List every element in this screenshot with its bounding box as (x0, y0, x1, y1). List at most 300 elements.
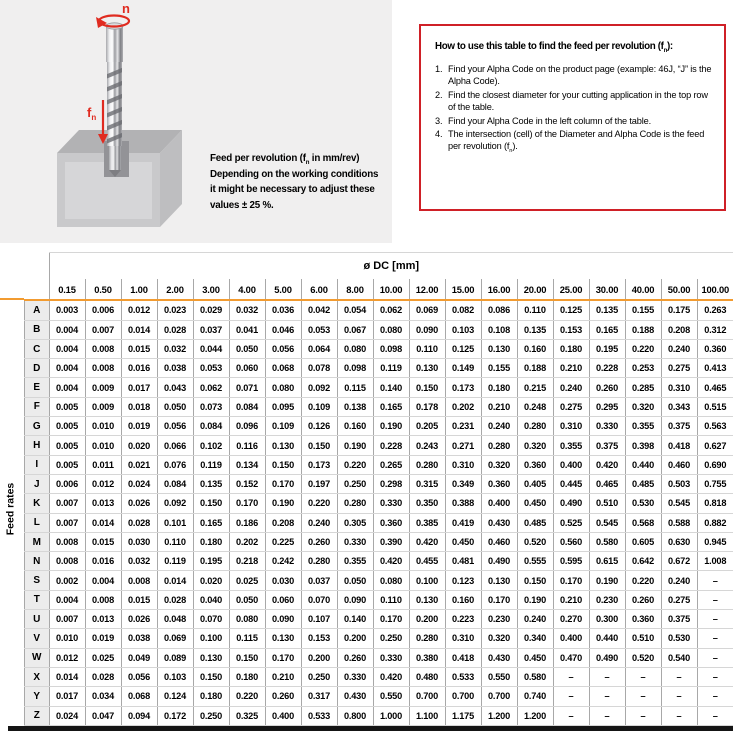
feed-value-cell: 0.265 (373, 455, 409, 474)
feed-value-cell: 0.020 (193, 571, 229, 590)
feed-value-cell: 0.260 (589, 378, 625, 397)
feed-value-cell: 0.349 (445, 474, 481, 493)
table-row (25, 532, 733, 551)
alpha-code-cell: E (25, 378, 50, 397)
drill-shank (106, 26, 123, 62)
feed-value-cell: 0.430 (337, 687, 373, 706)
feed-value-cell: – (661, 687, 697, 706)
drill-illustration (0, 0, 200, 243)
feed-value-cell: 0.440 (589, 629, 625, 648)
feed-value-cell: 0.330 (589, 417, 625, 436)
feed-value-cell: 0.019 (121, 417, 157, 436)
alpha-code-cell: J (25, 474, 50, 493)
feed-value-cell: 0.123 (445, 571, 481, 590)
feed-value-cell: – (697, 648, 733, 667)
feed-value-cell: 0.026 (121, 610, 157, 629)
feed-value-cell: 0.028 (85, 667, 121, 686)
table-row (25, 629, 733, 648)
feed-value-cell: 0.305 (337, 513, 373, 532)
feed-value-cell: 0.280 (481, 436, 517, 455)
feed-value-cell: 0.490 (481, 552, 517, 571)
feed-value-cell: 0.275 (553, 397, 589, 416)
feed-value-cell: 0.400 (481, 494, 517, 513)
feed-value-cell: 0.355 (553, 436, 589, 455)
alpha-code-cell: F (25, 397, 50, 416)
feed-value-cell: 0.021 (121, 455, 157, 474)
feed-value-cell: 0.015 (121, 590, 157, 609)
feed-value-cell: 0.188 (517, 359, 553, 378)
feed-value-cell: 0.024 (121, 474, 157, 493)
col-header: 40.00 (625, 279, 661, 300)
feed-value-cell: 0.007 (49, 494, 85, 513)
feed-value-cell: 0.026 (121, 494, 157, 513)
feed-value-cell: 0.076 (157, 455, 193, 474)
feed-value-cell: 0.078 (301, 359, 337, 378)
feed-value-cell: 0.130 (193, 648, 229, 667)
feed-value-cell: 0.240 (661, 571, 697, 590)
feed-value-cell: 0.086 (481, 300, 517, 320)
alpha-code-cell: N (25, 552, 50, 571)
feed-value-cell: 0.165 (589, 320, 625, 339)
feed-value-cell: 0.029 (193, 300, 229, 320)
feed-value-cell: 0.398 (625, 436, 661, 455)
feed-value-cell: 0.340 (517, 629, 553, 648)
feed-value-cell: 0.092 (157, 494, 193, 513)
feed-value-cell: 0.418 (445, 648, 481, 667)
feed-value-cell: 0.056 (265, 339, 301, 358)
feed-value-cell: 0.360 (373, 513, 409, 532)
howto-item (435, 115, 716, 127)
feed-table (0, 252, 733, 731)
table-row (25, 706, 733, 725)
feed-value-cell: 0.218 (229, 552, 265, 571)
feed-value-cell: – (697, 667, 733, 686)
feed-value-cell: 0.053 (193, 359, 229, 378)
feed-value-cell: 0.280 (301, 552, 337, 571)
feed-value-cell: 0.190 (265, 494, 301, 513)
alpha-code-cell: H (25, 436, 50, 455)
alpha-code-cell: X (25, 667, 50, 686)
feed-value-cell: 0.240 (481, 417, 517, 436)
feed-value-cell: 0.017 (49, 687, 85, 706)
feed-value-cell: 0.119 (193, 455, 229, 474)
feed-value-cell: 0.260 (337, 648, 373, 667)
feed-value-cell: 0.125 (445, 339, 481, 358)
col-header: 50.00 (661, 279, 697, 300)
feed-value-cell: 0.124 (157, 687, 193, 706)
feed-value-cell: 0.260 (265, 687, 301, 706)
alpha-code-cell: L (25, 513, 50, 532)
col-header: 10.00 (373, 279, 409, 300)
feed-value-cell: 0.220 (337, 455, 373, 474)
howto-item-number: 3. (435, 115, 443, 126)
feed-value-cell: – (697, 590, 733, 609)
feed-value-cell: 0.248 (517, 397, 553, 416)
table-row (25, 378, 733, 397)
alpha-code-cell: V (25, 629, 50, 648)
feed-value-cell: 0.110 (409, 339, 445, 358)
feed-value-cell: 0.094 (121, 706, 157, 725)
feed-value-cell: 0.115 (337, 378, 373, 397)
feed-value-cell: 0.515 (697, 397, 733, 416)
feed-value-cell: 0.068 (121, 687, 157, 706)
feed-value-cell: 0.180 (193, 687, 229, 706)
feed-value-cell: 0.115 (229, 629, 265, 648)
feed-value-cell: 0.250 (301, 667, 337, 686)
feed-value-cell: 0.253 (625, 359, 661, 378)
feed-value-cell: 0.152 (229, 474, 265, 493)
feed-value-cell: 0.818 (697, 494, 733, 513)
feed-value-cell: 0.400 (265, 706, 301, 725)
feed-value-cell: 0.016 (85, 552, 121, 571)
feed-value-cell: 0.195 (589, 339, 625, 358)
howto-item-text: Find the closest diameter for your cutting application in the top row of the table. (448, 89, 708, 113)
feed-value-cell: 0.320 (517, 436, 553, 455)
feed-value-cell: 0.030 (121, 532, 157, 551)
feed-value-cell: 0.228 (589, 359, 625, 378)
feed-value-cell: 0.080 (265, 378, 301, 397)
feed-value-cell: 0.140 (337, 610, 373, 629)
feed-value-cell: 0.455 (409, 552, 445, 571)
table-row (25, 610, 733, 629)
feed-value-cell: 0.037 (301, 571, 337, 590)
feed-value-cell: 0.119 (373, 359, 409, 378)
table-row (25, 359, 733, 378)
feed-value-cell: 0.485 (625, 474, 661, 493)
feed-value-cell: 0.882 (697, 513, 733, 532)
feed-value-cell: 0.755 (697, 474, 733, 493)
feed-value-cell: 0.149 (445, 359, 481, 378)
feed-value-cell: 0.243 (409, 436, 445, 455)
feed-value-cell: 0.004 (49, 590, 85, 609)
feed-value-cell: 0.019 (85, 629, 121, 648)
feed-value-cell: – (553, 687, 589, 706)
feed-value-cell: 0.050 (337, 571, 373, 590)
table-row (25, 474, 733, 493)
feed-value-cell: 0.084 (229, 397, 265, 416)
col-header: 100.00 (697, 279, 733, 300)
feed-value-cell: 0.270 (553, 610, 589, 629)
caption-line: Depending on the working conditions (210, 168, 379, 180)
feed-value-cell: 0.240 (517, 610, 553, 629)
table-row (25, 571, 733, 590)
feed-value-cell: 0.116 (229, 436, 265, 455)
feed-value-cell: 0.380 (409, 648, 445, 667)
feed-value-cell: 0.180 (229, 667, 265, 686)
feed-value-cell: 0.330 (373, 648, 409, 667)
feed-value-cell: 0.360 (517, 455, 553, 474)
feed-value-cell: 0.042 (301, 300, 337, 320)
table-row (25, 494, 733, 513)
col-header: 2.00 (157, 279, 193, 300)
feed-value-cell: 0.110 (517, 300, 553, 320)
feed-value-cell: 0.533 (445, 667, 481, 686)
feed-value-cell: 0.007 (85, 320, 121, 339)
feed-table-grid (24, 252, 733, 726)
feed-value-cell: 0.533 (301, 706, 337, 725)
feed-value-cell: 0.588 (661, 513, 697, 532)
feed-value-cell: 0.400 (553, 629, 589, 648)
feed-value-cell: 0.220 (625, 339, 661, 358)
feed-value-cell: 0.130 (265, 629, 301, 648)
feed-value-cell: 0.418 (661, 436, 697, 455)
caption-line: it might be necessary to adjust these (210, 184, 375, 195)
feed-value-cell: 0.197 (301, 474, 337, 493)
feed-value-cell: 0.210 (553, 590, 589, 609)
illustration-panel (0, 0, 392, 243)
alpha-code-cell: Z (25, 706, 50, 725)
feed-value-cell: 0.525 (553, 513, 589, 532)
col-header: 0.50 (85, 279, 121, 300)
feed-value-cell: 0.420 (373, 667, 409, 686)
feed-value-cell: 0.126 (301, 417, 337, 436)
feed-value-cell: 0.010 (85, 436, 121, 455)
table-row (25, 648, 733, 667)
feed-value-cell: 0.008 (85, 359, 121, 378)
feed-value-cell: 0.002 (49, 571, 85, 590)
feed-value-cell: – (589, 687, 625, 706)
feed-value-cell: 0.070 (193, 610, 229, 629)
table-row (25, 300, 733, 320)
feed-value-cell: 0.450 (517, 648, 553, 667)
feed-value-cell: 0.263 (697, 300, 733, 320)
feed-value-cell: 0.109 (301, 397, 337, 416)
feed-value-cell: 0.103 (157, 667, 193, 686)
feed-value-cell: 0.450 (517, 494, 553, 513)
feed-value-cell: 0.032 (157, 339, 193, 358)
feed-value-cell: 0.008 (49, 552, 85, 571)
howto-list (435, 63, 716, 153)
feed-value-cell: 0.430 (481, 513, 517, 532)
feed-value-cell: 0.034 (85, 687, 121, 706)
feed-value-cell: 0.240 (661, 339, 697, 358)
feed-value-cell: 0.090 (409, 320, 445, 339)
feed-value-cell: 0.103 (445, 320, 481, 339)
feed-value-cell: 0.240 (301, 513, 337, 532)
feed-value-cell: 0.044 (193, 339, 229, 358)
feed-value-cell: 0.510 (625, 629, 661, 648)
feed-value-cell: 0.012 (121, 300, 157, 320)
feed-value-cell: 0.375 (661, 417, 697, 436)
feed-value-cell: 0.130 (481, 339, 517, 358)
feed-value-cell: 0.202 (445, 397, 481, 416)
table-row (25, 513, 733, 532)
table-row (25, 552, 733, 571)
feed-value-cell: 0.400 (553, 455, 589, 474)
feed-value-cell: 0.312 (697, 320, 733, 339)
feed-value-cell: 0.420 (409, 532, 445, 551)
feed-value-cell: 0.228 (373, 436, 409, 455)
feed-value-cell: – (589, 706, 625, 725)
feed-value-cell: 0.605 (625, 532, 661, 551)
feed-value-cell: 0.110 (157, 532, 193, 551)
feed-value-cell: 0.430 (481, 648, 517, 667)
feed-value-cell: 0.450 (445, 532, 481, 551)
feed-value-cell: 0.004 (49, 378, 85, 397)
feed-value-cell: 1.100 (409, 706, 445, 725)
feed-value-cell: 0.012 (49, 648, 85, 667)
feed-value-cell: 0.130 (409, 359, 445, 378)
feed-value-cell: 0.230 (481, 610, 517, 629)
feed-value-cell: 0.004 (49, 320, 85, 339)
feed-value-cell: 0.445 (553, 474, 589, 493)
feed-value-cell: 0.580 (589, 532, 625, 551)
alpha-code-cell: M (25, 532, 50, 551)
feed-value-cell: 0.280 (517, 417, 553, 436)
feed-value-cell: 0.200 (409, 610, 445, 629)
feed-value-cell: 0.310 (553, 417, 589, 436)
feed-value-cell: 0.130 (409, 590, 445, 609)
feed-value-cell: 0.413 (697, 359, 733, 378)
feed-value-cell: 0.010 (49, 629, 85, 648)
feed-value-cell: 0.800 (337, 706, 373, 725)
header-divider-left (0, 298, 24, 300)
feed-value-cell: 0.036 (265, 300, 301, 320)
table-row (25, 590, 733, 609)
feed-value-cell: 0.134 (229, 455, 265, 474)
feed-value-cell: 0.015 (121, 339, 157, 358)
feed-value-cell: 0.008 (121, 571, 157, 590)
feed-value-cell: 0.080 (337, 339, 373, 358)
feed-value-cell: 0.310 (445, 629, 481, 648)
feed-value-cell: 0.005 (49, 436, 85, 455)
feed-value-cell: 0.010 (85, 417, 121, 436)
feed-value-cell: – (589, 667, 625, 686)
col-header: 8.00 (337, 279, 373, 300)
feed-value-cell: 0.560 (553, 532, 589, 551)
feed-value-cell: 0.355 (625, 417, 661, 436)
feed-value-cell: 0.013 (85, 494, 121, 513)
feed-value-cell: 0.480 (409, 667, 445, 686)
col-header: 5.00 (265, 279, 301, 300)
feed-value-cell: 0.250 (337, 474, 373, 493)
feed-value-cell: 0.005 (49, 417, 85, 436)
feed-value-cell: 0.046 (265, 320, 301, 339)
feed-value-cell: 0.153 (553, 320, 589, 339)
feed-value-cell: 0.550 (373, 687, 409, 706)
feed-value-cell: 0.054 (337, 300, 373, 320)
feed-value-cell: 0.024 (49, 706, 85, 725)
feed-value-cell: 0.135 (589, 300, 625, 320)
feed-value-cell: 0.060 (229, 359, 265, 378)
feed-value-cell: 0.440 (625, 455, 661, 474)
feed-value-cell: 0.011 (85, 455, 121, 474)
howto-box (419, 24, 726, 211)
feed-value-cell: 0.155 (481, 359, 517, 378)
table-row (25, 667, 733, 686)
alpha-code-cell: D (25, 359, 50, 378)
feed-value-cell: 0.485 (517, 513, 553, 532)
feed-value-cell: 0.280 (409, 455, 445, 474)
col-header: 3.00 (193, 279, 229, 300)
feed-value-cell: 0.250 (193, 706, 229, 725)
feed-value-cell: 0.170 (265, 474, 301, 493)
feed-value-cell: 0.615 (589, 552, 625, 571)
col-header: 0.15 (49, 279, 85, 300)
feed-value-cell: 0.018 (121, 397, 157, 416)
feed-value-cell: 0.385 (409, 513, 445, 532)
feed-value-cell: 0.595 (553, 552, 589, 571)
feed-value-cell: 0.170 (481, 590, 517, 609)
feed-value-cell: 0.627 (697, 436, 733, 455)
feed-value-cell: 0.215 (517, 378, 553, 397)
feed-value-cell: 0.205 (409, 417, 445, 436)
feed-value-cell: 0.350 (409, 494, 445, 513)
feed-value-cell: 0.009 (85, 378, 121, 397)
feed-value-cell: 0.375 (661, 610, 697, 629)
feed-value-cell: 0.490 (553, 494, 589, 513)
feed-value-cell: 0.190 (337, 436, 373, 455)
feed-value-cell: 0.028 (157, 320, 193, 339)
feed-value-cell: 0.084 (157, 474, 193, 493)
feed-value-cell: 0.210 (265, 667, 301, 686)
feed-value-cell: 0.084 (193, 417, 229, 436)
rotation-label: n (122, 1, 130, 16)
feed-value-cell: 0.100 (409, 571, 445, 590)
feed-value-cell: 0.020 (121, 436, 157, 455)
feed-value-cell: 0.160 (337, 417, 373, 436)
feed-value-cell: 0.190 (517, 590, 553, 609)
table-row (25, 417, 733, 436)
feed-value-cell: 0.056 (121, 667, 157, 686)
alpha-code-cell: A (25, 300, 50, 320)
feed-value-cell: – (697, 687, 733, 706)
feed-value-cell: 0.160 (445, 590, 481, 609)
feed-value-cell: 0.064 (301, 339, 337, 358)
howto-item-number: 4. (435, 129, 443, 140)
feed-value-cell: 0.280 (409, 629, 445, 648)
feed-value-cell: 0.150 (265, 455, 301, 474)
col-header: 25.00 (553, 279, 589, 300)
alpha-code-cell: Y (25, 687, 50, 706)
feed-value-cell: 0.004 (49, 359, 85, 378)
col-header: 20.00 (517, 279, 553, 300)
feed-value-cell: – (661, 706, 697, 725)
feed-value-cell: 0.510 (589, 494, 625, 513)
feed-value-cell: – (697, 629, 733, 648)
feed-value-cell: 0.080 (373, 571, 409, 590)
table-row (25, 320, 733, 339)
feed-value-cell: 0.098 (373, 339, 409, 358)
feed-value-cell: 0.150 (193, 494, 229, 513)
table-bottom-bar (8, 726, 733, 731)
dc-header: ø DC [mm] (49, 253, 733, 280)
feed-value-cell: 0.150 (301, 436, 337, 455)
feed-value-cell: 0.460 (661, 455, 697, 474)
feed-value-cell: 0.138 (337, 397, 373, 416)
feed-value-cell: 0.390 (373, 532, 409, 551)
feed-value-cell: – (625, 667, 661, 686)
feed-value-cell: 0.173 (445, 378, 481, 397)
feed-value-cell: 0.420 (589, 455, 625, 474)
col-header: 30.00 (589, 279, 625, 300)
feed-value-cell: 0.005 (49, 455, 85, 474)
feed-value-cell: 0.038 (157, 359, 193, 378)
alpha-code-cell: B (25, 320, 50, 339)
feed-value-cell: 0.470 (553, 648, 589, 667)
feed-value-cell: 0.360 (697, 339, 733, 358)
feed-value-cell: 0.006 (49, 474, 85, 493)
feed-value-cell: 0.014 (49, 667, 85, 686)
feed-value-cell: 0.210 (553, 359, 589, 378)
feed-value-cell: 1.008 (697, 552, 733, 571)
feed-value-cell: 0.130 (265, 436, 301, 455)
feed-value-cell: 0.310 (445, 455, 481, 474)
feed-value-cell: 0.225 (265, 532, 301, 551)
feed-value-cell: 0.013 (85, 610, 121, 629)
feed-value-cell: 1.000 (373, 706, 409, 725)
table-row (25, 687, 733, 706)
